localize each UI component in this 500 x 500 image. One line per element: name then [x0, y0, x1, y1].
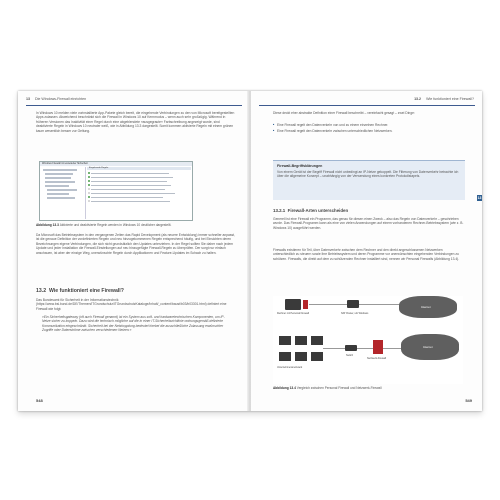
label-personal-firewall: Rechner mit Personal Firewall: [277, 312, 309, 315]
internet-cloud: Internet: [399, 296, 457, 318]
computer-icon: [279, 336, 291, 345]
tree-pane: [41, 167, 86, 219]
figure-caption: Abbildung 13.3 Aktivierte und deaktivierte Regeln werden in Windows 10 deutlicher dargestellt.: [36, 223, 172, 227]
figure-caption: Abbildung 13.4 Vergleich zwischen Personal Firewall und Netzwerk-Firewall: [273, 386, 382, 390]
section-title: Wie funktioniert eine Firewall?: [426, 97, 474, 101]
label-switch: Switch: [346, 354, 354, 357]
quote: »Ein Sicherheitsgateway (oft auch Firewall genannt) ist ein System aus soft- und hardwaretechnischen Komponenten, um IP-Netze sicher zu koppeln. Dazu wird die technisch mögliche auf die in einer IT-Sicherheitsrichtlinie ordnungsgemäß definierte Kommunikation eingeschränkt. Sicherheit bei der Netzkopplung bedeutet hierbei die ausschließliche Zulassung erwünschter Zugriffe oder Datenströme zwischen verschiedenen Netzen.«: [42, 315, 225, 333]
router-icon: [347, 300, 359, 308]
paragraph: Das Bundesamt für Sicherheit in der Informationstechnik (https://www.bsi.bund.de/DE/Themen/ITGrundschutz/ITGrundschutzKataloge/Inhalt/_content/baust/b03/b03301.html) definiert eine Firewall wie folgt:: [36, 298, 227, 311]
chapter-number: 13: [26, 97, 30, 101]
rules-grid: [87, 167, 191, 219]
label-company-network: Unternehmensnetzwerk: [277, 366, 303, 369]
rule-row[interactable]: [88, 200, 170, 203]
internet-cloud: Internet: [401, 334, 459, 360]
switch-icon: [345, 345, 357, 351]
info-box-title: Firewall-Begriffsklärungen: [277, 164, 323, 168]
firewall-screenshot: [39, 161, 193, 221]
paragraph: Firewalls existieren für Teil, über Datenverkehr zwischen dem Rechner und den direkt angeschlossenen Netzwerken unterschiedlich zu steuern sowie ihre Betriebssystem und deren Programme vor unerwünschten eingehenden Verbindungen zu schützen. Firewalls, die direkt auf dem zu schützenden Rechner installiert sind, nennen wir Personal Firewalls (Abbildung 13.4).: [273, 248, 460, 261]
info-box-text: Von einem Gerät ist der Begriff Firewall nicht unbedingt an IP-Netze gekoppelt. Die Filterung von Datenverkehr betrachte ich über die allgemeine Konzept – unabhängig von der Verwendung eines konkreten Protokollstapels.: [277, 170, 459, 179]
section-heading: 13.2 Wie funktioniert eine Firewall?: [36, 288, 124, 294]
rule-row[interactable]: [88, 172, 169, 175]
subsection-heading: 13.2.1 Firewall-Arten unterscheiden: [273, 208, 349, 213]
rule-row[interactable]: [88, 196, 163, 199]
computer-icon: [311, 336, 323, 345]
page-number: 549: [465, 398, 472, 403]
chapter-title: Die Windows-Firewall einrichten: [35, 97, 87, 101]
rule-row[interactable]: [88, 188, 165, 191]
left-page: [18, 91, 249, 411]
computer-icon: [285, 299, 301, 310]
header-rule: [26, 105, 242, 106]
network-diagram: [273, 296, 463, 384]
computer-icon: [279, 352, 291, 361]
column-header: Eingehende Regeln: [87, 167, 191, 170]
paragraph: Generell ist eine Firewall ein Programm, das genau für diesen einen Zweck – also das Regeln von Datenverkehr – geschrieben wurde. Das Firewall-Programm kann als eine von vielen Anwendungen auf einem vorhandenen Rechner-Betriebssystem (wie z. B. Windows 10) ausgeführt werden.: [273, 217, 464, 230]
network-firewall-icon: [373, 340, 383, 354]
computer-icon: [311, 352, 323, 361]
chapter-thumb-tab: 13: [477, 196, 482, 200]
label-router: NAT Router, ufo Windows: [341, 312, 369, 315]
section-number: 13.2: [414, 97, 422, 101]
label-network-firewall: Netzwerk-Firewall: [367, 357, 386, 360]
computer-icon: [295, 336, 307, 345]
paragraph: Da Microsoft das Betriebssystem in den vergangenen Zeiten das Rapid Development (als neuere Entwicklung) immer schneller anpasst, ist die genaue Definition der vordefinierten Regeln und neu hinzugekommenen Regeln entsprechend häufig, und bei Einsichten deren Bezeichnungen eigene Verbindungen, die sich nicht grundsätzlich den Updates unterziehen. In der Regel sollten Sie daher nach jedem Update und jeder Installation die Firewall-Einstellungen auf neu hinzugefügte Firewall-Regeln zu überprüfen. Der sorgt nur einfach anschauen, ist aber der einzige Weg, unerwünschte Regeln durch Applikationen und Feature-Updates im Schach zu halten.: [36, 233, 236, 255]
window-title: Windows Firewall mit erweiterter Sicherheit: [40, 162, 192, 166]
book-spread: [18, 91, 482, 411]
bullet-list: [273, 123, 463, 134]
rule-row[interactable]: [88, 176, 173, 179]
page-number: 548: [36, 398, 43, 403]
running-header-right: [414, 97, 474, 105]
rule-row[interactable]: [88, 192, 175, 195]
paragraph: In Windows 10 melden viele vorinstallierte App-Pakete gleich bereit, die eingehende Verbindungen zu den von Microsoft bereitgestellten Apps zulassen. Abweichend beschränkt sich die Firewall in Windows 10 auf Kernmodus – wenn auch sehr großzügig. Während in früheren Versionen das Inaktivität einer Regel durch eine abgeblendete »ausgegraute« Farbschreibung angezeigt wurde, sind deaktivierte Regeln in Windows 10 neutraler weiß, wie in Abbildung 13.3 dargestellt. Somit kommen aktivierte Regeln mit einem grünen kaum wesentlich besser zur Geltung.: [36, 111, 235, 133]
paragraph: Diese deckt eher abstrakte Definition einer Firewall beschreibt – vereinfacht gesagt – zwei Dinge:: [273, 111, 415, 115]
bullet-item: ■ Eine Firewall regelt den Datenverkehr von und zu einem einzelnen Rechner.: [273, 123, 463, 127]
info-box: [273, 160, 465, 200]
firewall-icon: [303, 300, 308, 309]
running-header-left: [26, 97, 86, 105]
rule-row[interactable]: [88, 180, 167, 183]
bullet-item: ■ Eine Firewall regelt den Datenverkehr zwischen unterschiedlichen Netzwerken.: [273, 129, 463, 133]
rule-row[interactable]: [88, 184, 171, 187]
header-rule: [259, 105, 475, 106]
computer-icon: [295, 352, 307, 361]
right-page: [251, 91, 482, 411]
